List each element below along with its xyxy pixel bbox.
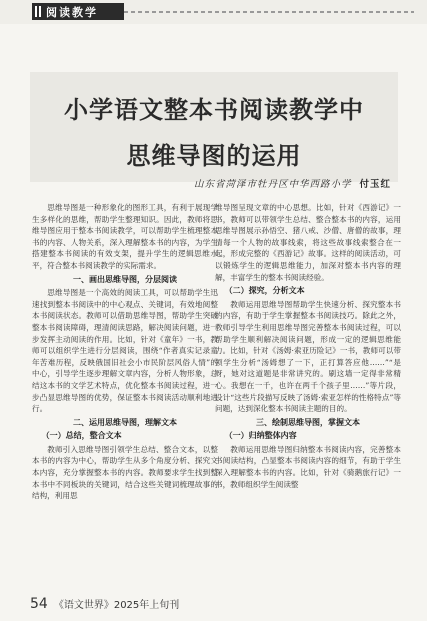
author-byline	[194, 176, 391, 190]
section-heading: 一、画出思维导图，分层阅读	[73, 274, 177, 284]
author-school: 山东省菏泽市牡丹区中华西路小学	[193, 179, 352, 190]
subsection-heading: （一）总结，整合文本	[41, 431, 122, 441]
page-number: 54	[30, 596, 48, 612]
paragraph: 思维导图是一个高效的阅读工具，可以帮助学生迅速找到整本书阅读中的中心观点、关键词，有效地阅整本书阅读状态。教师可以借助思维导图，帮助学生突破整本书阅读障碍，理清阅读思路，解决阅读问题，进一步发挥主动阅读的作用。比如，针对《童年》一书，教师可以组织学生进行分层阅读，围绕“作者真实记录童年苦难历程，反映俄国旧社会小市民阶层风俗人情”的中心，引导学生逐步理解文章内容，分析人物形象，总结这本书的文学艺术特点，优化整本书阅读过程，进一步凸显思维导图的优势，保证整本书阅读活动顺利地进行。	[32, 288, 218, 414]
article-title-line-1: 小学语文整本书阅读教学中	[64, 96, 364, 124]
paragraph: 教师运用思维导图归纳整本书阅读内容，完善整本书阅读结构，凸显整本书阅读内容的细节，有助于学生深入理解整本书的内容。比如，针对《骑鹅旅行记》一书，教师组织学生阅读整	[215, 444, 401, 489]
section-heading: 二、运用思维导图，理解文本	[73, 417, 177, 427]
page-footer	[30, 596, 179, 612]
left-column	[32, 202, 218, 502]
section-heading: 三、绘制思维导图，掌握文本	[256, 417, 360, 427]
author-name: 付玉红	[359, 179, 391, 190]
header-dashed-rule	[124, 11, 414, 13]
title-block	[30, 72, 398, 182]
right-column	[215, 202, 401, 490]
section-tag-label: 阅读教学	[46, 5, 98, 19]
paragraph: 教师运用思维导图帮助学生快速分析、探究整本书的内容，有助于学生掌握整本书阅读技巧。除此之外，教师引导学生利用思维导图完善整本书阅读过程，可以帮助学生顺利解决阅读问题，形成一定的逻辑思维能力。比如，针对《汤姆·索亚历险记》一书，教师可以带领学生分析“汤姆想了一下，正打算答应他……”“是呀，她对这道题是非常讲究的。刷这墙一定得非常精心。我想在一千，也许在两千个孩子里……”等片段，设计“这些片段描写反映了汤姆·索亚怎样的性格特点”等问题，达到深化整本书阅读主题的目的。	[215, 299, 401, 414]
paragraph: 教师引入思维导图引领学生总结、整合文本，以整本书的内容为中心，帮助学生从多个角度分析、探究文本内容，充分掌握整本书的内容。教师要求学生找到整本书中不同板块的关键词，结合这些关键词梳理故事的结构，利用思	[32, 444, 218, 501]
paragraph: 思维导图是一种形象化的图形工具，有利于展现学生多样化的思维，帮助学生整理知识。因此，教师将思维导图应用于整本书阅读教学，可以帮助学生梳理整本书的内容、人物关系，深入理解整本书的内容，为学生搭建整本书阅读的有效支架，提升学生的逻辑思维水平，符合整本书阅读教学的实际需求。	[32, 203, 218, 270]
section-tag	[32, 3, 124, 20]
article-title-line-2: 思维导图的运用	[126, 142, 302, 170]
paragraph: 维导图呈现文章的中心思想。比如，针对《西游记》一书，教师可以带领学生总结、整合整本书的内容，运用思维导图展示孙悟空、猪八戒、沙僧、唐僧的故事，理清每一个人物的故事线索，将这些故事线索整合在一起，形成完整的《西游记》故事。这样的阅读活动，可以锻炼学生的逻辑思维能力，加深对整本书内容的理解，丰富学生的整本书阅读经验。	[215, 203, 401, 282]
subsection-heading: （二）探究，分析文本	[224, 286, 305, 296]
subsection-heading: （一）归纳整体内容	[224, 431, 297, 441]
journal-name: 《语文世界》2025年上旬刊	[53, 600, 180, 611]
header-bar	[0, 0, 427, 24]
